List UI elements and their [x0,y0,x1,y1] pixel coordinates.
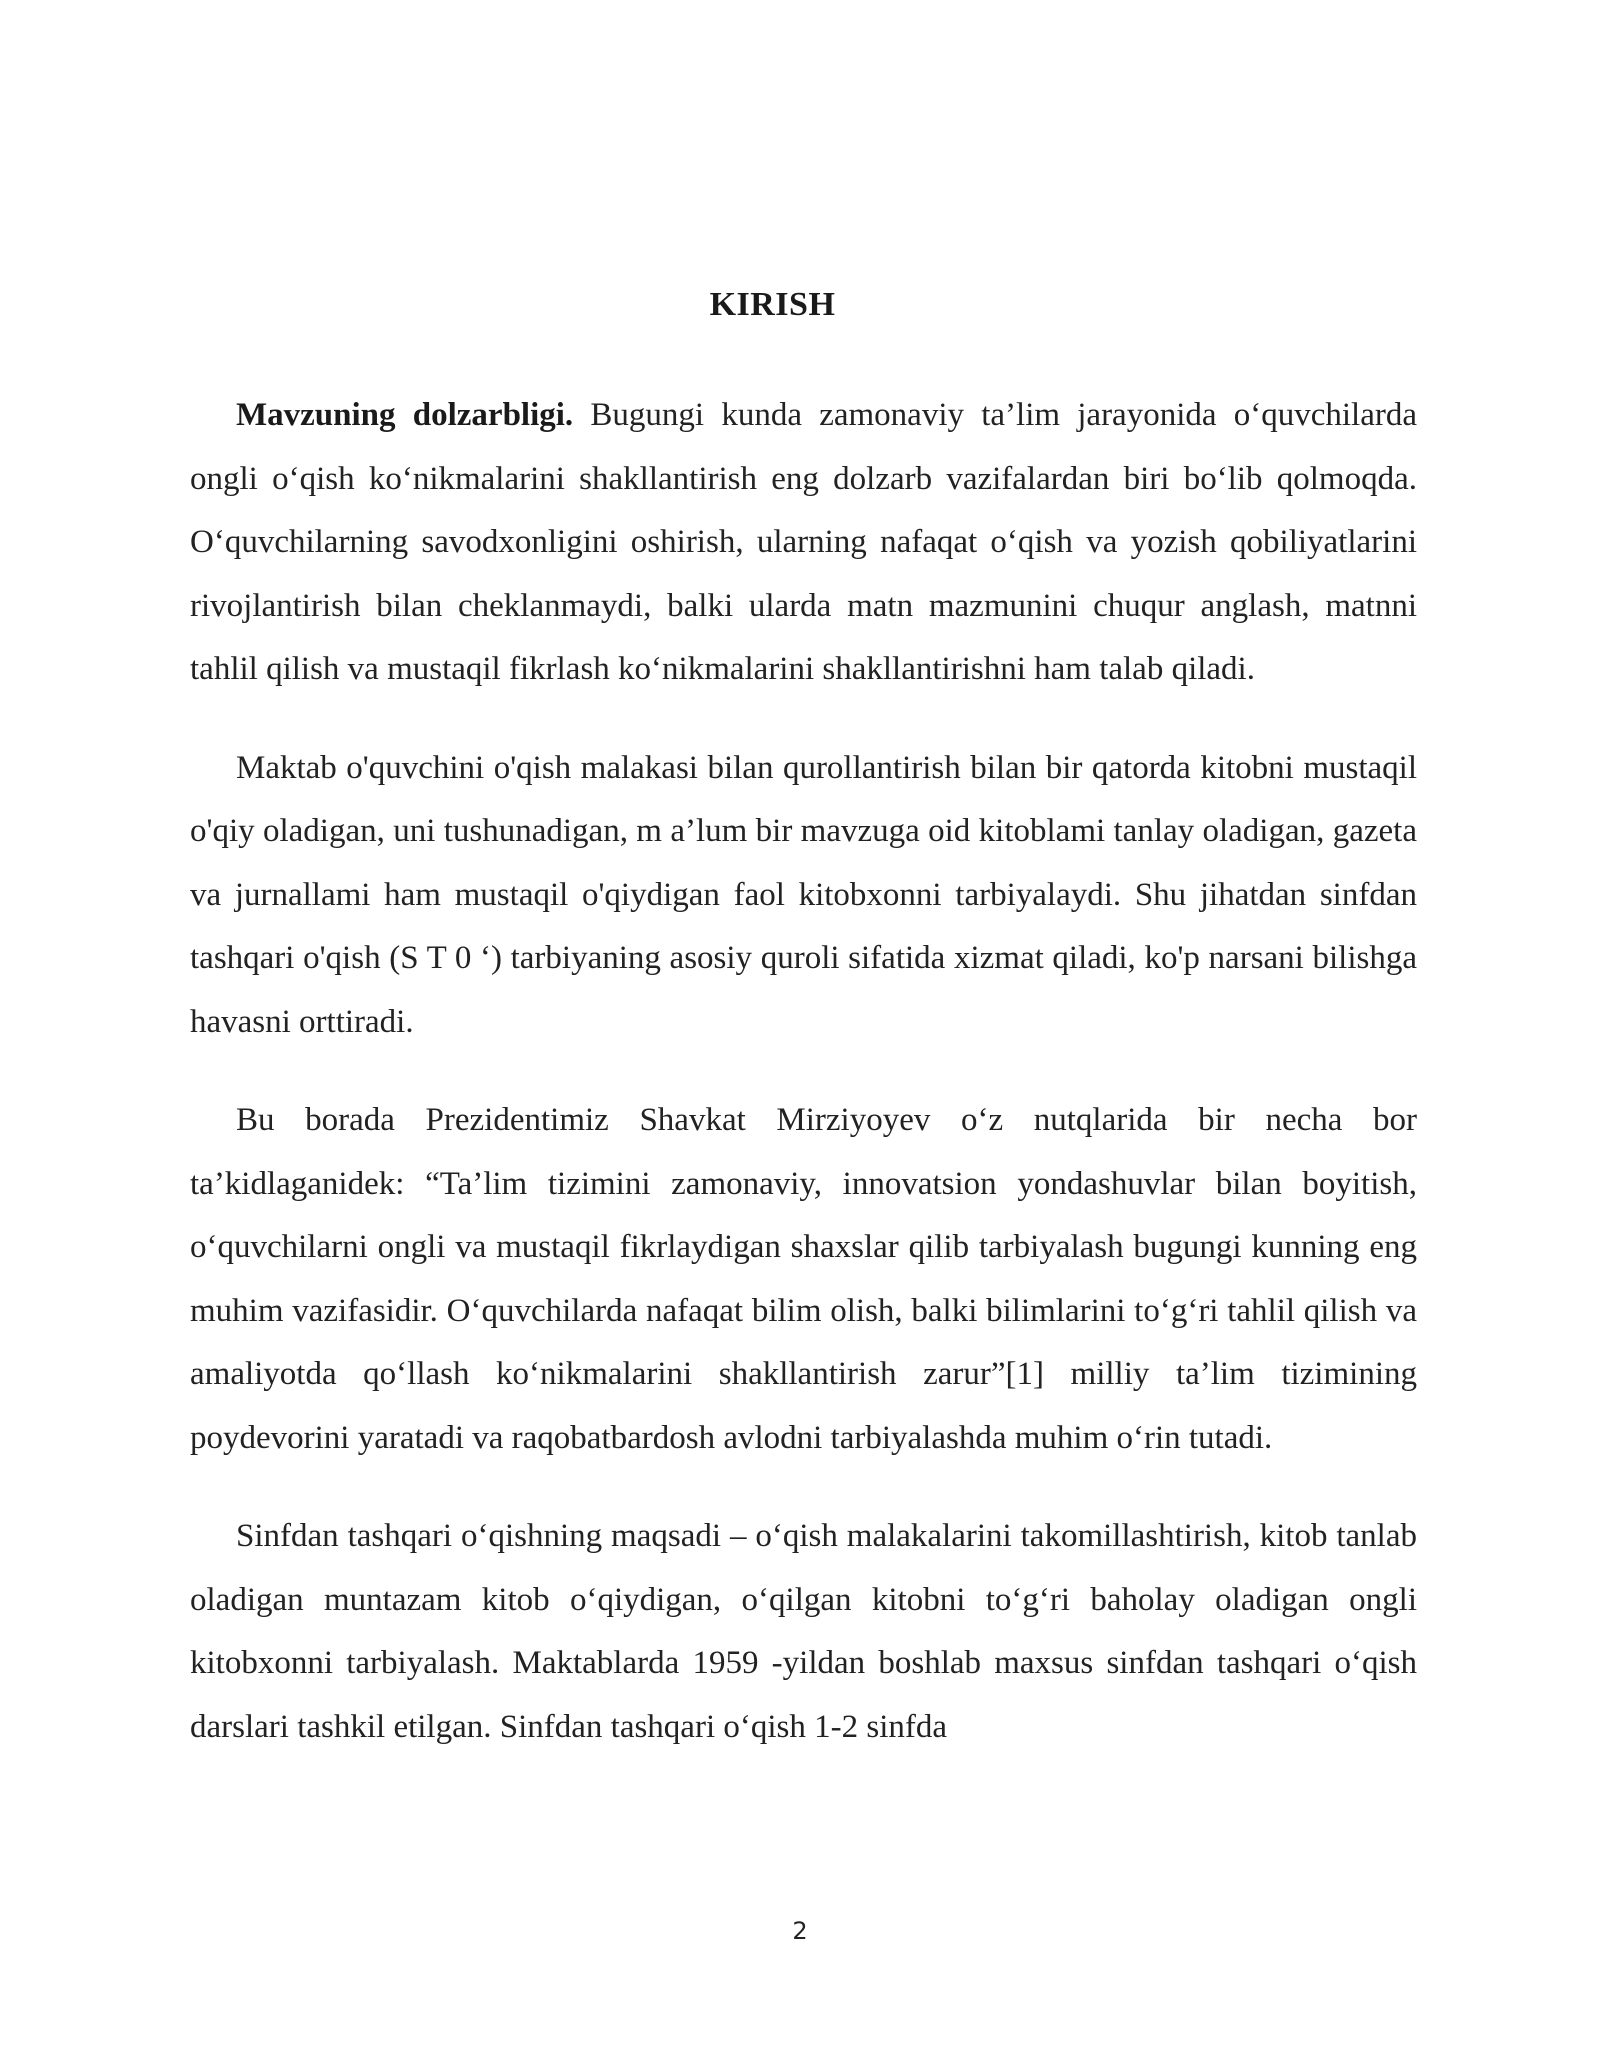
page-number: 2 [792,1917,808,1945]
section-title: KIRISH [709,286,836,323]
paragraph-relevance [190,384,1417,702]
paragraph-school-reading [190,737,1417,1055]
paragraph-president-quote [190,1089,1417,1470]
paragraph-text: Maktab o'quvchini o'qish malakasi bilan qurollantirish bilan bir qatorda kitobni mustaqil o'qiy oladigan, uni tushunadigan, m a’lum bir mavzuga oid kitoblami tanlay oladigan, gazeta va jurnallami ham mustaqil o'qiydigan faol kitobxonni tarbiyalaydi. Shu jihatdan sinfdan tashqari o'qish (S T 0 ‘) tarbiyaning asosiy quroli sifatida xizmat qiladi, ko'p narsani bilishga havasni orttiradi. [190,749,1417,1040]
paragraph-lead: Mavzuning dolzarbligi. [236,397,574,433]
paragraph-text: Sinfdan tashqari o‘qishning maqsadi – o‘qish malakalarini takomillashtirish, kitob tanlab oladigan muntazam kitob o‘qiydigan, o‘qilgan kitobni to‘g‘ri baholay oladigan ongli kitobxonni tarbiyalash. Maktablarda 1959 -yildan boshlab maxsus sinfdan tashqari o‘qish darslari tashkil etilgan. Sinfdan tashqari o‘qish 1-2 sinfda [190,1518,1417,1745]
paragraph-extracurricular-goal [190,1505,1417,1759]
body-text [190,384,1417,1794]
paragraph-text: Bugungi kunda zamonaviy ta’lim jarayonida o‘quvchilarda ongli o‘qish ko‘nikmalarini shakllantirish eng dolzarb vazifalardan biri bo‘lib qolmoqda. O‘quvchilarning savodxonligini oshirish, ularning nafaqat o‘qish va yozish qobiliyatlarini rivojlantirish bilan cheklanmaydi, balki ularda matn mazmunini chuqur anglash, matnni tahlil qilish va mustaqil fikrlash ko‘nikmalarini shakllantirishni ham talab qiladi. [190,397,1418,687]
paragraph-text: Bu borada Prezidentimiz Shavkat Mirziyoyev o‘z nutqlarida bir necha bor ta’kidlaganidek: “Ta’lim tizimini zamonaviy, innovatsion yondashuvlar bilan boyitish, o‘quvchilarni ongli va mustaqil fikrlaydigan shaxslar qilib tarbiyalash bugungi kunning eng muhim vazifasidir. O‘quvchilarda nafaqat bilim olish, balki bilimlarini to‘g‘ri tahlil qilish va amaliyotda qo‘llash ko‘nikmalarini shakllantirish zarur”[1] milliy ta’lim tizimining poydevorini yaratadi va raqobatbardosh avlodni tarbiyalashda muhim o‘rin tutadi. [190,1102,1417,1456]
